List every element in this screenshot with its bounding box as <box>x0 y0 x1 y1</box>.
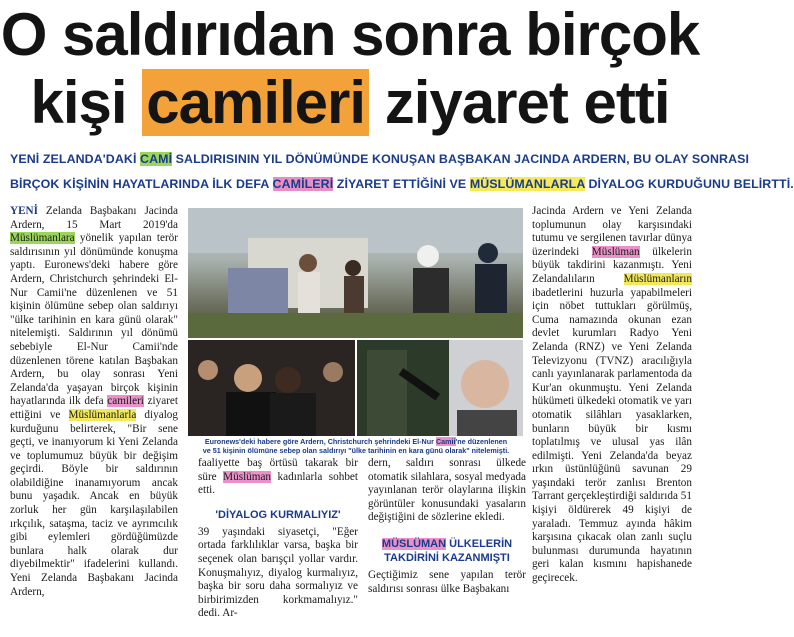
caption-highlight: Camii <box>435 437 456 446</box>
col4-highlight-2: Müslümanların <box>623 272 692 285</box>
col1-highlight-3: Müslümanlarla <box>68 408 137 421</box>
subtitle-2-highlight-1: CAMİLERİ <box>272 177 334 191</box>
caption-t2: 'ne düzenlenen <box>455 437 508 446</box>
subtitle-1-a: YENİ ZELANDA'DAKİ <box>10 152 141 166</box>
headline-line-2-end: ziyaret etti <box>369 69 670 136</box>
headline-highlight: camileri <box>142 69 369 136</box>
column-2-text-2: 39 yaşındaki siyasetçi, "Eğer ortada farklılıklar varsa, başka bir seçenek olan barışçıl yollar vardır. Konuşmalıyız, diyalog kurmalıyız, başka bir soru daha sormalıyız ve birbirimizden korkmamalıyız." dedi. Ar- <box>198 525 358 620</box>
photo-mosque-visitors-illustration <box>188 208 523 338</box>
photo-ardern-embrace <box>188 340 355 436</box>
headline-line-1: O saldırıdan sonra birçok <box>0 1 700 68</box>
subtitle-2-highlight-2: MÜSLÜMANLARLA <box>469 177 585 191</box>
column-3-text-1: dern, saldırı sonrası ülkede otomatik silahlara, sosyal medyada yayınlanan terör olaylarına ilişkin görüntüler konusundaki yasaların değiştiğini de sözlerine ekledi. <box>368 457 526 524</box>
subheading-highlight: MÜSLÜMAN <box>381 537 447 550</box>
article-column-2 <box>198 457 358 621</box>
column-4-text <box>532 205 692 586</box>
subheading-diyalog: 'DİYALOG KURMALIYIZ' <box>215 508 341 521</box>
article-column-1 <box>10 205 178 599</box>
subtitle-line-2 <box>10 177 794 191</box>
col1-highlight-2: camileri <box>107 395 144 408</box>
col4-t1: Jacinda Ardern ve Yeni Zelanda toplumunun olay karşısındaki tutumu ve sergilenen tavırlar dünya üzerindeki <box>532 205 692 258</box>
subtitle-2-c: DİYALOG KURDUĞUNU BELİRTTİ. <box>584 177 794 191</box>
subheading-a: ÜLKELERİN <box>446 537 513 550</box>
col1-highlight-1: Müslümanlara <box>10 232 75 245</box>
col4-t2: ülkelerin büyük takdirini kazanmıştı. Yeni Zelandalıların <box>532 245 692 285</box>
subtitle-line-1 <box>10 152 750 166</box>
subtitle-2-b: ZİYARET ETTİĞİNİ VE <box>333 177 470 191</box>
subtitle-1-highlight: CAMİ <box>140 152 173 166</box>
column-3-text-2: Geçtiğimiz sene yapılan terör saldırısı sonrası ülke Başbakanı <box>368 568 526 595</box>
headline-line-2-start: kişi <box>30 69 143 136</box>
headline-line-2 <box>0 69 700 136</box>
photo-ardern-embrace-illustration <box>188 340 355 436</box>
article-column-3 <box>368 457 526 596</box>
photo-attacker-illustration <box>357 340 523 436</box>
subtitle-1-b: SALDIRISININ YIL DÖNÜMÜNDE KONUŞAN BAŞBAKAN JACINDA ARDERN, BU OLAY SONRASI <box>172 152 750 166</box>
article-lead: YENİ <box>10 205 38 217</box>
col1-t4: diyalog kurduğunu belirterek, "Bir sene geçti, ve inanıyorum ki Yeni Zelanda ve toplumumuz büyük bir değişim geçirdi. Böyle bir saldırının olabildiğine inanamıyorum ancak bunu yaşadık. Ancak en büyük zorluk her gün karşılaşılabilen ırkçılık, sataşma, taciz ve ayrımcılık gibi eylemleri gördüğümüzde bunlara halk olarak dur diyebilmektir" ifadelerini kullandı. Yeni Zelanda Başbakanı Jacinda Ardern, <box>10 408 178 598</box>
column-2-text-1 <box>198 457 358 498</box>
photo-mosque-visitors <box>188 208 523 338</box>
col2-t1: faaliyette baş örtüsü takarak bir süre <box>198 457 358 483</box>
col2-t2: kadınlarla sohbet etti. <box>198 470 359 497</box>
photo-caption <box>190 437 522 455</box>
photo-attacker <box>357 340 523 436</box>
col4-highlight-1: Müslüman <box>591 245 640 258</box>
col1-t3: ziyaret ettiğini ve <box>10 395 178 421</box>
subheading-b: TAKDİRİNİ KAZANMIŞTI <box>384 551 510 564</box>
article-column-4 <box>532 205 692 586</box>
subtitle-2-a: BİRÇOK KİŞİNİN HAYATLARINDA İLK DEFA <box>10 177 273 191</box>
column-1-text <box>10 205 178 599</box>
col2-highlight: Müslüman <box>223 470 272 483</box>
col4-t3: ibadetlerini huzurla yapabilmeleri için nöbet tuttukları görülmüş, Cuma namazında okunan ezan devlet kurumları Radyo Yeni Zelanda (RNZ) ve Yeni Zelanda Televizyonu (TVNZ) aracılığıyla canlı yayınlanarak parlamentoda da Kur'an okunmuştu. Yeni Zelanda hükümeti ülkedeki otomatik ve yarı otomatik silâhları yasaklarken, bunların büyük bir kısmı toplatılmış ve ulusal yas ilân edilmişti. Yeni Zelanda'da beyaz ırkın üstünlüğünü savunan 29 yaşındaki terör zanlısı Brenton Tarrant gerçekleştirdiği saldırıda 51 kişiyi öldürerek 49 kişiyi de yaraladı. Temmuz ayında hâkim karşısına çıkacak olan zanlı suçlu bulunması durumunda hayatının geri kalan kısmını hapishanede geçirecek. <box>532 286 692 585</box>
caption-t3: ve 51 kişinin ölümüne sebep olan saldırıyı "ülke tarihinin en kara günü olarak" nitelemişti. <box>202 446 510 455</box>
col1-t2: yönelik yapılan terör saldırısının yıl dönümünde konuşma yaptı. Euronews'deki habere göre Ardern, Christchurch şehrindeki El-Nur Camii'ne düzenlenen ve 51 kişinin ölümüne sebep olan saldırıyı "ülke tarihinin en kara günü olarak" nitelemişti. Saldırının yıl dönümü sebebiyle El-Nur Camii'nde düzenlenen törene katılan Başbakan Ardern, bu olay sonrası Yeni Zelanda'da yaşayan birçok kişinin hayatlarında ilk defa <box>10 232 178 408</box>
subheading-takdir <box>368 537 526 565</box>
caption-t1: Euronews'deki habere göre Ardern, Christchurch şehrindeki El-Nur <box>204 437 436 446</box>
col1-t1: Zelanda Başbakanı Jacinda Ardern, 15 Mart 2019'da <box>10 205 178 231</box>
